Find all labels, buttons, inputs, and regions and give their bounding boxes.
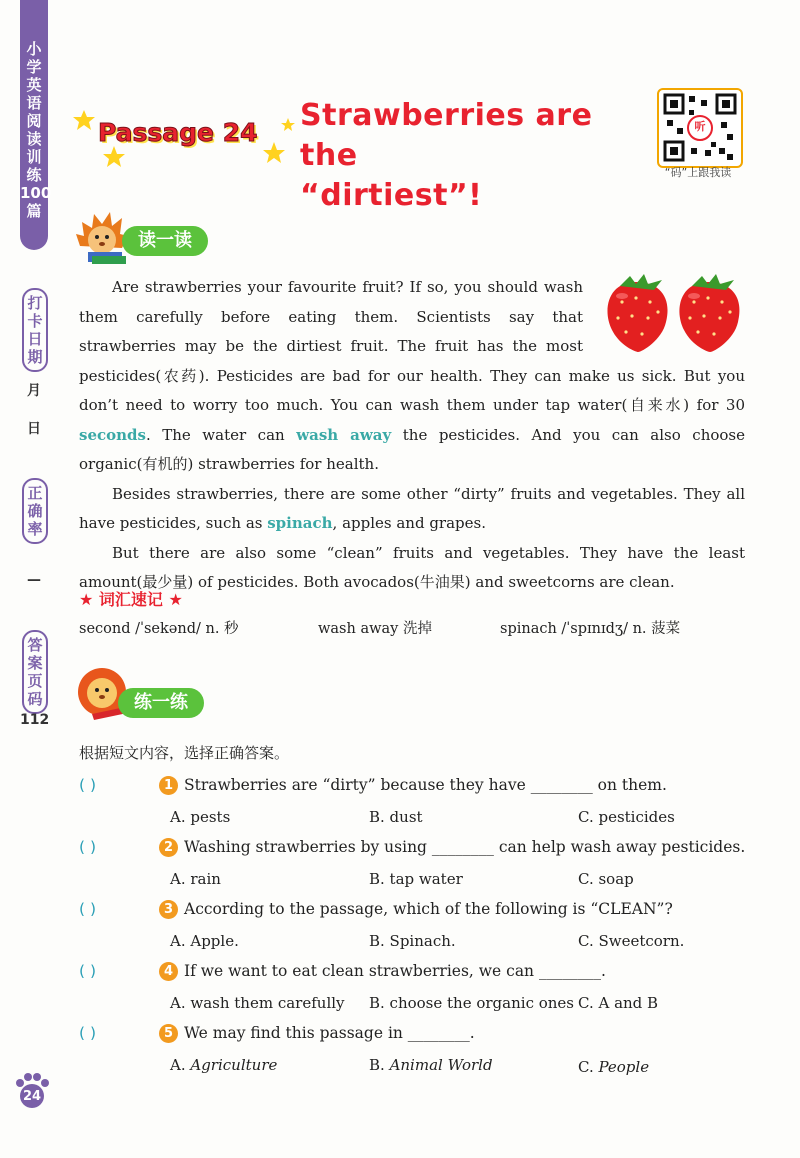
question-text: Washing strawberries by using ________ can help wash away pesticides. bbox=[184, 838, 746, 856]
qr-code[interactable] bbox=[657, 88, 743, 168]
option-text: Animal World bbox=[389, 1056, 493, 1074]
practice-section-badge: 练一练 bbox=[118, 688, 204, 718]
answer-page-number: 112 bbox=[20, 712, 50, 728]
question-number: 5 bbox=[159, 1024, 178, 1043]
option-a[interactable]: A. Apple. bbox=[170, 932, 239, 950]
day-label: 日 bbox=[27, 421, 41, 437]
paragraph-text: But there are also some “clean” fruits and vegetables. They have the least amount(最少量) of pesticides. Both avocados(牛油果) and sweetcorns are clean. bbox=[79, 543, 745, 591]
option-letter: A. bbox=[170, 1056, 191, 1074]
answer-blank[interactable]: ( ) bbox=[79, 900, 97, 918]
paragraph-text: the pesticides. And you can also choose organic(有机的) strawberries for health. bbox=[79, 425, 745, 473]
accuracy-label: 正确率 bbox=[22, 478, 48, 544]
question-number: 3 bbox=[159, 900, 178, 919]
question-number: 2 bbox=[159, 838, 178, 857]
question-1 bbox=[79, 776, 759, 795]
option-b[interactable] bbox=[369, 1056, 493, 1074]
star-icon bbox=[263, 142, 285, 163]
vocab-highlight: spinach bbox=[267, 514, 333, 532]
answer-blank[interactable]: ( ) bbox=[79, 962, 97, 980]
vocab-highlight: wash away bbox=[296, 425, 392, 444]
series-title: 小学英语阅读训练100篇 bbox=[20, 40, 52, 220]
title-line-1: Strawberries are the bbox=[300, 98, 593, 173]
question-5 bbox=[79, 1024, 759, 1043]
instruction: 根据短文内容，选择正确答案。 bbox=[79, 744, 290, 762]
answer-page-label: 答案页码 bbox=[22, 630, 48, 714]
paragraph-text: . The water can bbox=[145, 425, 297, 444]
page-title bbox=[300, 96, 660, 216]
passage-body bbox=[79, 273, 745, 598]
option-a[interactable]: A. wash them carefully bbox=[170, 994, 345, 1012]
star-icon bbox=[103, 146, 125, 167]
option-a[interactable]: A. rain bbox=[170, 870, 221, 888]
vocab-item-spinach: spinach /ˈspɪnɪdʒ/ n. 菠菜 bbox=[500, 621, 681, 637]
qr-caption: “码”上跟我读 bbox=[664, 166, 732, 179]
option-b[interactable]: B. choose the organic ones bbox=[369, 994, 574, 1012]
option-a[interactable] bbox=[170, 1056, 277, 1074]
question-3 bbox=[79, 900, 759, 919]
option-b[interactable]: B. tap water bbox=[369, 870, 463, 888]
paragraph-text: , apples and grapes. bbox=[332, 514, 486, 532]
paragraph-2 bbox=[79, 480, 745, 539]
title-line-2: “dirtiest”! bbox=[300, 178, 483, 213]
question-number: 4 bbox=[159, 962, 178, 981]
qr-listen-label: 听 bbox=[694, 120, 706, 133]
question-text: If we want to eat clean strawberries, we can ________. bbox=[184, 962, 606, 980]
option-b[interactable]: B. dust bbox=[369, 808, 423, 826]
option-a[interactable]: A. pests bbox=[170, 808, 231, 826]
answer-blank[interactable]: ( ) bbox=[79, 1024, 97, 1042]
month-label: 月 bbox=[27, 383, 41, 399]
question-text: According to the passage, which of the following is “CLEAN”? bbox=[184, 900, 673, 918]
vocab-title: ★ 词汇速记 ★ bbox=[79, 590, 183, 609]
question-2 bbox=[79, 838, 759, 857]
option-c[interactable]: C. A and B bbox=[578, 994, 659, 1012]
option-letter: B. bbox=[369, 1056, 390, 1074]
accuracy-blank: — bbox=[27, 572, 41, 588]
option-c[interactable] bbox=[578, 1058, 649, 1076]
answer-blank[interactable]: ( ) bbox=[79, 838, 97, 856]
passage-number: Passage 24 bbox=[98, 118, 258, 147]
option-text: Agriculture bbox=[190, 1056, 278, 1074]
option-c[interactable]: C. Sweetcorn. bbox=[578, 932, 685, 950]
option-c[interactable]: C. soap bbox=[578, 870, 634, 888]
page-number: 24 bbox=[22, 1089, 42, 1104]
paragraph-text: Are strawberries your favourite fruit? If so, you should wash them carefully before eating them. Scientists say that strawberries may be the dirtiest fruit. The fruit has the most pesticides(农药). Pesticides are bad for our health. They can make us sick. But you don’t need to worry too much. You can wash them under tap water(自来水) for 30 bbox=[79, 278, 745, 414]
vocab-highlight: seconds bbox=[79, 425, 146, 444]
option-b[interactable]: B. Spinach. bbox=[369, 932, 456, 950]
question-text: We may find this passage in ________. bbox=[184, 1024, 475, 1042]
read-section-badge: 读一读 bbox=[122, 226, 208, 256]
answer-blank[interactable]: ( ) bbox=[79, 776, 97, 794]
option-text: People bbox=[598, 1058, 650, 1076]
option-letter: C. bbox=[578, 1058, 599, 1076]
vocab-item-wash-away: wash away 洗掉 bbox=[318, 621, 432, 637]
star-icon bbox=[73, 110, 95, 130]
checkin-date-label: 打卡日期 bbox=[22, 288, 48, 372]
image-spacer bbox=[583, 273, 745, 355]
question-4 bbox=[79, 962, 759, 981]
question-text: Strawberries are “dirty” because they have ________ on them. bbox=[184, 776, 667, 794]
vocab-item-second: second /ˈsekənd/ n. 秒 bbox=[79, 621, 239, 637]
option-c[interactable]: C. pesticides bbox=[578, 808, 675, 826]
question-number: 1 bbox=[159, 776, 178, 795]
star-icon bbox=[281, 118, 295, 131]
paragraph-text: Besides strawberries, there are some other “dirty” fruits and vegetables. They all have pesticides, such as bbox=[79, 484, 745, 532]
